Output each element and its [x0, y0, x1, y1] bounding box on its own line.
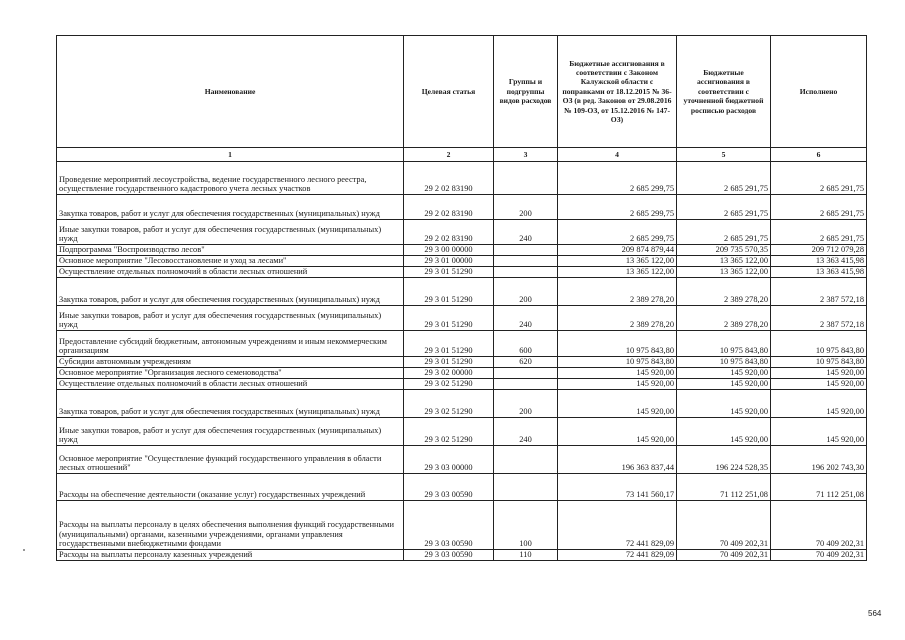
row-list: 10 975 843,80: [677, 357, 771, 368]
row-list: 145 920,00: [677, 390, 771, 418]
row-done: 13 363 415,98: [771, 267, 867, 278]
row-law: 145 920,00: [558, 379, 677, 390]
row-law: 145 920,00: [558, 368, 677, 379]
row-name: Осуществление отдельных полномочий в области лесных отношений: [57, 267, 404, 278]
row-group: 240: [494, 220, 558, 245]
table-row: [57, 331, 867, 357]
table-row: [57, 379, 867, 390]
row-law: 13 365 122,00: [558, 256, 677, 267]
row-list: 2 685 291,75: [677, 162, 771, 195]
table-row: [57, 245, 867, 256]
row-law: 2 389 278,20: [558, 278, 677, 306]
header-list: Бюджетные ассигнования в соответствии с уточненной бюджетной росписью расходов: [677, 36, 771, 148]
table-row: [57, 278, 867, 306]
row-list: 145 920,00: [677, 368, 771, 379]
row-target: 29 3 03 00590: [404, 474, 494, 501]
row-group: 620: [494, 357, 558, 368]
row-name: Проведение мероприятий лесоустройства, ведение государственного лесного реестра, осуществление государственного кадастрового учета лесных участков: [57, 162, 404, 195]
row-list: 13 365 122,00: [677, 267, 771, 278]
row-name: Расходы на выплаты персоналу казенных учреждений: [57, 550, 404, 561]
row-group: [494, 245, 558, 256]
table-row: [57, 501, 867, 550]
column-number: 3: [494, 148, 558, 162]
column-number: 2: [404, 148, 494, 162]
row-done: 71 112 251,08: [771, 474, 867, 501]
row-list: 145 920,00: [677, 418, 771, 446]
row-done: 10 975 843,80: [771, 331, 867, 357]
column-number: 5: [677, 148, 771, 162]
row-done: 2 387 572,18: [771, 306, 867, 331]
row-name: Основное мероприятие "Организация лесного семеноводства": [57, 368, 404, 379]
row-list: 145 920,00: [677, 379, 771, 390]
row-group: 600: [494, 331, 558, 357]
row-list: 2 685 291,75: [677, 220, 771, 245]
row-target: 29 3 03 00590: [404, 550, 494, 561]
row-list: 71 112 251,08: [677, 474, 771, 501]
table-row: [57, 357, 867, 368]
row-group: 100: [494, 501, 558, 550]
column-number: 6: [771, 148, 867, 162]
row-law: 13 365 122,00: [558, 267, 677, 278]
column-number: 1: [57, 148, 404, 162]
table-row: [57, 418, 867, 446]
row-law: 196 363 837,44: [558, 446, 677, 474]
header-group: Группы и подгруппы видов расходов: [494, 36, 558, 148]
row-group: 200: [494, 278, 558, 306]
row-list: 13 365 122,00: [677, 256, 771, 267]
table-row: [57, 390, 867, 418]
row-law: 72 441 829,09: [558, 501, 677, 550]
row-law: 10 975 843,80: [558, 331, 677, 357]
row-group: [494, 162, 558, 195]
column-number: 4: [558, 148, 677, 162]
row-group: 200: [494, 390, 558, 418]
header-law: Бюджетные ассигнования в соответствии с Законом Калужской области с поправками от 18.12.2015 № 36-ОЗ (в ред. Законов от 29.08.2016 № 109-ОЗ, от 15.12.2016 № 147-ОЗ): [558, 36, 677, 148]
row-target: 29 3 00 00000: [404, 245, 494, 256]
row-list: 196 224 528,35: [677, 446, 771, 474]
row-law: 145 920,00: [558, 418, 677, 446]
row-done: 145 920,00: [771, 379, 867, 390]
row-list: 2 685 291,75: [677, 195, 771, 220]
row-group: [494, 256, 558, 267]
row-group: [494, 446, 558, 474]
row-done: 70 409 202,31: [771, 550, 867, 561]
row-done: 10 975 843,80: [771, 357, 867, 368]
row-group: [494, 379, 558, 390]
row-name: Субсидии автономным учреждениям: [57, 357, 404, 368]
table-row: [57, 267, 867, 278]
row-done: 2 387 572,18: [771, 278, 867, 306]
row-target: 29 3 01 51290: [404, 331, 494, 357]
table-row: [57, 220, 867, 245]
row-list: 2 389 278,20: [677, 278, 771, 306]
row-list: 209 735 570,35: [677, 245, 771, 256]
row-name: Иные закупки товаров, работ и услуг для обеспечения государственных (муниципальных) нужд: [57, 220, 404, 245]
budget-table: [56, 35, 867, 561]
row-name: Основное мероприятие "Осуществление функций государственного управления в области лесных отношений": [57, 446, 404, 474]
row-name: Предоставление субсидий бюджетным, автономным учреждениям и иным некоммерческим организациям: [57, 331, 404, 357]
row-target: 29 3 01 51290: [404, 357, 494, 368]
row-group: [494, 267, 558, 278]
row-target: 29 3 02 51290: [404, 390, 494, 418]
table-row: [57, 474, 867, 501]
row-law: 72 441 829,09: [558, 550, 677, 561]
row-name: Основное мероприятие "Лесовосстановление и уход за лесами": [57, 256, 404, 267]
row-group: 240: [494, 418, 558, 446]
row-group: 240: [494, 306, 558, 331]
table-row: [57, 550, 867, 561]
row-list: 10 975 843,80: [677, 331, 771, 357]
row-law: 73 141 560,17: [558, 474, 677, 501]
table-row: [57, 446, 867, 474]
row-law: 10 975 843,80: [558, 357, 677, 368]
row-law: 209 874 879,44: [558, 245, 677, 256]
column-number-row: [57, 148, 867, 162]
row-list: 70 409 202,31: [677, 550, 771, 561]
header-target: Целевая статья: [404, 36, 494, 148]
row-name: Закупка товаров, работ и услуг для обеспечения государственных (муниципальных) нужд: [57, 390, 404, 418]
row-name: Осуществление отдельных полномочий в области лесных отношений: [57, 379, 404, 390]
row-done: 70 409 202,31: [771, 501, 867, 550]
row-group: [494, 368, 558, 379]
row-target: 29 3 01 51290: [404, 278, 494, 306]
row-done: 2 685 291,75: [771, 220, 867, 245]
scan-speck: [23, 549, 25, 551]
row-name: Подпрограмма "Воспроизводство лесов": [57, 245, 404, 256]
row-target: 29 3 01 51290: [404, 267, 494, 278]
row-done: 145 920,00: [771, 368, 867, 379]
table-row: [57, 306, 867, 331]
row-target: 29 3 02 00000: [404, 368, 494, 379]
table-row: [57, 195, 867, 220]
header-name: Наименование: [57, 36, 404, 148]
row-target: 29 3 01 51290: [404, 306, 494, 331]
row-law: 2 389 278,20: [558, 306, 677, 331]
row-done: 209 712 079,28: [771, 245, 867, 256]
row-law: 2 685 299,75: [558, 195, 677, 220]
row-name: Иные закупки товаров, работ и услуг для обеспечения государственных (муниципальных) нужд: [57, 306, 404, 331]
row-law: 2 685 299,75: [558, 220, 677, 245]
row-target: 29 2 02 83190: [404, 220, 494, 245]
row-list: 2 389 278,20: [677, 306, 771, 331]
row-target: 29 3 03 00000: [404, 446, 494, 474]
row-target: 29 3 02 51290: [404, 379, 494, 390]
row-done: 2 685 291,75: [771, 162, 867, 195]
row-name: Расходы на обеспечение деятельности (оказание услуг) государственных учреждений: [57, 474, 404, 501]
row-target: 29 3 03 00590: [404, 501, 494, 550]
row-law: 2 685 299,75: [558, 162, 677, 195]
row-target: 29 2 02 83190: [404, 195, 494, 220]
header-row: [57, 36, 867, 148]
row-name: Расходы на выплаты персоналу в целях обеспечения выполнения функций государственными (муниципальными) органами, казенными учреждениями, органами управления государственными внебюджетными фондами: [57, 501, 404, 550]
row-group: 200: [494, 195, 558, 220]
table-row: [57, 162, 867, 195]
row-done: 196 202 743,30: [771, 446, 867, 474]
row-done: 2 685 291,75: [771, 195, 867, 220]
row-done: 145 920,00: [771, 390, 867, 418]
row-name: Иные закупки товаров, работ и услуг для обеспечения государственных (муниципальных) нужд: [57, 418, 404, 446]
row-target: 29 2 02 83190: [404, 162, 494, 195]
row-group: [494, 474, 558, 501]
table-row: [57, 256, 867, 267]
row-done: 145 920,00: [771, 418, 867, 446]
header-done: Исполнено: [771, 36, 867, 148]
row-target: 29 3 01 00000: [404, 256, 494, 267]
row-list: 70 409 202,31: [677, 501, 771, 550]
row-name: Закупка товаров, работ и услуг для обеспечения государственных (муниципальных) нужд: [57, 278, 404, 306]
row-target: 29 3 02 51290: [404, 418, 494, 446]
table-row: [57, 368, 867, 379]
row-done: 13 363 415,98: [771, 256, 867, 267]
page-number: 564: [868, 609, 882, 618]
row-law: 145 920,00: [558, 390, 677, 418]
row-name: Закупка товаров, работ и услуг для обеспечения государственных (муниципальных) нужд: [57, 195, 404, 220]
row-group: 110: [494, 550, 558, 561]
